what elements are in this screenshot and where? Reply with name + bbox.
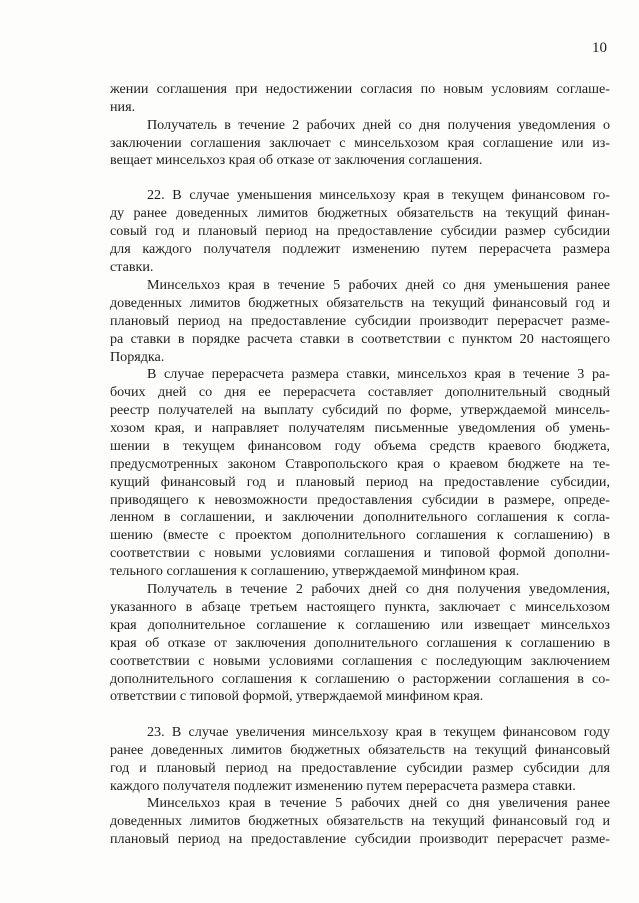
text-line: 23. В случае увеличения минсельхозу края в текущем финансовом году (147, 724, 610, 740)
text-line: дополнительного соглашения к соглашению о расторжении соглашения в со- (110, 671, 610, 687)
text-line: тельного соглашения к соглашению, утверждаемой минфином края. (110, 563, 520, 579)
text-line: приводящего к невозможности предоставления субсидии в размере, опреде- (110, 492, 610, 508)
text-line: совый год и плановый период на предоставление субсидии размер субсидии (110, 223, 610, 239)
text-line: ставки. (110, 259, 154, 275)
text-line: соответствии с новыми условиями соглашения и типовой формой дополни- (110, 545, 610, 561)
text-line: бочих дней со дня ее перерасчета составляет дополнительный сводный (110, 384, 610, 400)
text-line: Получатель в течение 2 рабочих дней со дня получения уведомления, (147, 581, 610, 597)
text-line: предусмотренных законом Ставропольского края о краевом бюджете на те- (110, 456, 610, 472)
text-line: плановый период на предоставление субсидии производит перерасчет разме- (110, 831, 610, 847)
text-line: ответствии с типовой формой, утверждаемой минфином края. (110, 688, 484, 704)
text-line: В случае перерасчета размера ставки, минсельхоз края в течение 3 ра- (147, 366, 610, 382)
text-line: Порядка. (110, 349, 165, 365)
text-line: жении соглашения при недостижении согласия по новым условиям соглаше- (110, 81, 610, 97)
text-line: 22. В случае уменьшения минсельхозу края в текущем финансовом го- (147, 187, 610, 203)
text-line: указанного в абзаце третьем настоящего пункта, заключает с минсельхозом (110, 599, 610, 615)
text-line: доведенных лимитов бюджетных обязательств на текущий финансовый год и (110, 295, 610, 311)
text-line: шению (вместе с проектом дополнительного соглашения к соглашению) в (110, 527, 610, 543)
text-line: доведенных лимитов бюджетных обязательств на текущий финансовый год и (110, 813, 610, 829)
text-line: шении в текущем финансовом году объема средств краевого бюджета, (110, 438, 610, 454)
text-line: соответствии с новыми условиями соглашения с последующим заключением (110, 653, 610, 669)
text-line: Минсельхоз края в течение 5 рабочих дней со дня уменьшения ранее (147, 277, 610, 293)
text-line: кущий финансовый год и плановый период на предоставление субсидии, (110, 474, 610, 490)
text-line: ния. (110, 99, 136, 115)
text-line: вещает минсельхоз края об отказе от заключения соглашения. (110, 152, 483, 168)
text-line: год и плановый период на предоставление субсидии размер субсидии для (110, 760, 610, 776)
text-line: для каждого получателя подлежит изменению путем перерасчета размера (110, 241, 610, 257)
text-line: ра ставки в порядке расчета ставки в соответствии с пунктом 20 настоящего (110, 331, 610, 347)
text-line: плановый период на предоставление субсидии производит перерасчет разме- (110, 313, 610, 329)
text-line: хозом края, и направляет получателям письменные уведомления об умень- (110, 420, 610, 436)
page-number: 10 (592, 40, 607, 56)
text-line: реестр получателей на выплату субсидий по форме, утверждаемой минсель- (110, 402, 610, 418)
text-line: ранее доведенных лимитов бюджетных обязательств на текущий финансовый (110, 742, 610, 758)
text-line: Минсельхоз края в течение 5 рабочих дней со дня увеличения ранее (147, 795, 610, 811)
text-line: заключении соглашения заключает с минсельхозом края соглашение или из- (110, 135, 610, 151)
text-line: ду ранее доведенных лимитов бюджетных обязательств на текущий финан- (110, 205, 610, 221)
text-line: ленном в соглашении, и заключении дополнительного соглашения к согла- (110, 509, 610, 525)
text-line: края об отказе от заключения дополнительного соглашения к соглашению в (110, 635, 610, 651)
text-line: Получатель в течение 2 рабочих дней со дня получения уведомления о (147, 117, 610, 133)
text-line: каждого получателя подлежит изменению путем перерасчета размера ставки. (110, 778, 576, 794)
text-line: края дополнительное соглашение к соглашению или извещает минсельхоз (110, 617, 610, 633)
